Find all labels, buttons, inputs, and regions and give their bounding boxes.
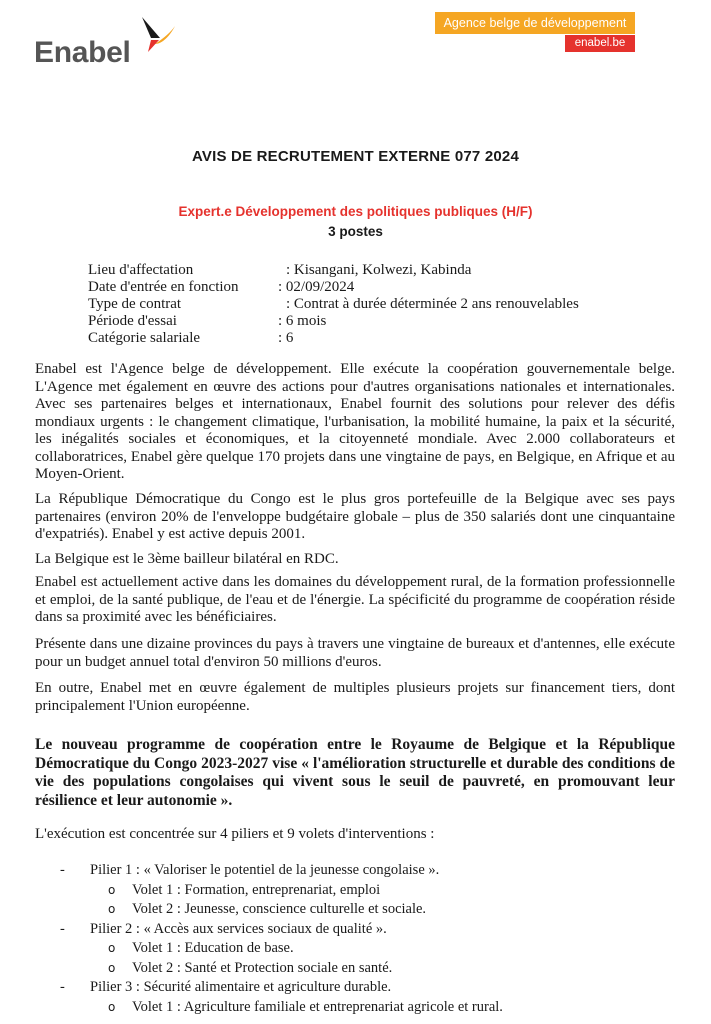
info-label: Période d'essai — [88, 313, 177, 329]
dash-bullet: - — [60, 979, 65, 995]
list-item-pilier-3 — [60, 978, 503, 998]
list-item-volet — [60, 900, 503, 920]
agency-tag: Agence belge de développement — [435, 12, 635, 34]
list-item-text: Volet 2 : Santé et Protection sociale en santé. — [132, 959, 393, 976]
list-item-text: Pilier 1 : « Valoriser le potentiel de la jeunesse congolaise ». — [90, 862, 440, 878]
list-item-volet — [60, 881, 503, 901]
info-value: : Contrat à durée déterminée 2 ans renouvelables — [286, 296, 579, 312]
list-item-pilier-1 — [60, 861, 503, 881]
list-item-text: Pilier 2 : « Accès aux services sociaux de qualité ». — [90, 920, 387, 937]
circle-bullet: o — [108, 999, 116, 1014]
positions-count: 3 postes — [328, 224, 383, 239]
paragraph-rdc-portfolio: La République Démocratique du Congo est le plus gros portefeuille de la Belgique avec ses pays partenaires (environ 20% de l'enveloppe budgétaire globale – plus de 350 salariés dont une cinquantaine d'expatriés). Enabel y est active depuis 2001. — [35, 491, 675, 542]
list-item-text: Volet 1 : Formation, entreprenariat, emploi — [132, 881, 381, 898]
circle-bullet: o — [108, 902, 116, 916]
circle-bullet: o — [108, 882, 116, 897]
list-item-text: Volet 2 : Jeunesse, conscience culturelle et sociale. — [132, 901, 427, 917]
circle-bullet: o — [108, 960, 116, 975]
paragraph-about-enabel: Enabel est l'Agence belge de développement. Elle exécute la coopération gouvernementale belge. L'Agence met également en œuvre des actions pour d'autres organisations nationales et internationales. Avec ses partenaires belges et internationaux, Enabel fournit des solutions pour relever des défis mondiaux urgents : le changement climatique, l'urbanisation, la mobilité humaine, la paix et la sécurité, les inégalités sociales et économiques, et la citoyenneté mondiale. Avec 2.000 collaborateurs et collaboratrices, Enabel gère quelque 170 projets dans une vingtaine de pays, en Belgique, en Afrique et au Moyen-Orient. — [35, 361, 675, 482]
page-title: AVIS DE RECRUTEMENT EXTERNE 077 2024 — [191, 148, 519, 165]
info-label: Date d'entrée en fonction — [88, 279, 239, 295]
pillars-list — [60, 861, 503, 1017]
paragraph-bilateral: La Belgique est le 3ème bailleur bilatéral en RDC. — [35, 551, 339, 567]
dash-bullet: - — [60, 862, 65, 878]
job-title: Expert.e Développement des politiques publiques (H/F) — [178, 204, 533, 219]
list-item-volet — [60, 939, 503, 959]
info-label: Catégorie salariale — [88, 330, 201, 346]
paragraph-presence: Présente dans une dizaine provinces du pays à travers une vingtaine de bureaux et d'antennes, elle exécute pour un budget annuel total d'environ 50 millions d'euros. — [35, 636, 675, 670]
paragraph-third-party: En outre, Enabel met en œuvre également de multiples plusieurs projets sur financement tiers, dont principalement l'Union européenne. — [35, 680, 675, 714]
circle-bullet: o — [108, 941, 116, 955]
info-label: Type de contrat — [88, 296, 182, 312]
paragraph-execution: L'exécution est concentrée sur 4 piliers et 9 volets d'interventions : — [35, 826, 435, 842]
list-item-text: Pilier 3 : Sécurité alimentaire et agriculture durable. — [90, 979, 392, 995]
info-value: : Kisangani, Kolwezi, Kabinda — [286, 262, 472, 278]
list-item-text: Volet 1 : Agriculture familiale et entreprenariat agricole et rural. — [132, 998, 503, 1015]
website-tag: enabel.be — [565, 35, 635, 52]
logo-text: Enabel — [34, 36, 131, 69]
info-label: Lieu d'affectation — [88, 262, 194, 278]
paragraph-domains: Enabel est actuellement active dans les domaines du développement rural, de la formation professionnelle et emploi, de la santé publique, de l'eau et de l'énergie. La spécificité du programme de coopération réside dans sa proximité avec les bénéficiaires. — [35, 574, 675, 625]
list-item-text: Volet 1 : Education de base. — [132, 940, 294, 956]
list-item-volet — [60, 959, 503, 979]
info-value: : 02/09/2024 — [278, 279, 355, 295]
list-item-volet — [60, 998, 503, 1018]
info-value: : 6 — [278, 330, 294, 346]
dash-bullet: - — [60, 920, 65, 937]
info-value: : 6 mois — [278, 313, 327, 329]
paragraph-programme: Le nouveau programme de coopération entre le Royaume de Belgique et la République Démocratique du Congo 2023-2027 vise « l'amélioration structurelle et durable des conditions de vie des populations congolaises qui vivent sous le seuil de pauvreté, en promouvant leur résilience et leur autonomie ». — [35, 736, 675, 809]
list-item-pilier-2 — [60, 920, 503, 940]
bird-icon — [138, 14, 178, 54]
